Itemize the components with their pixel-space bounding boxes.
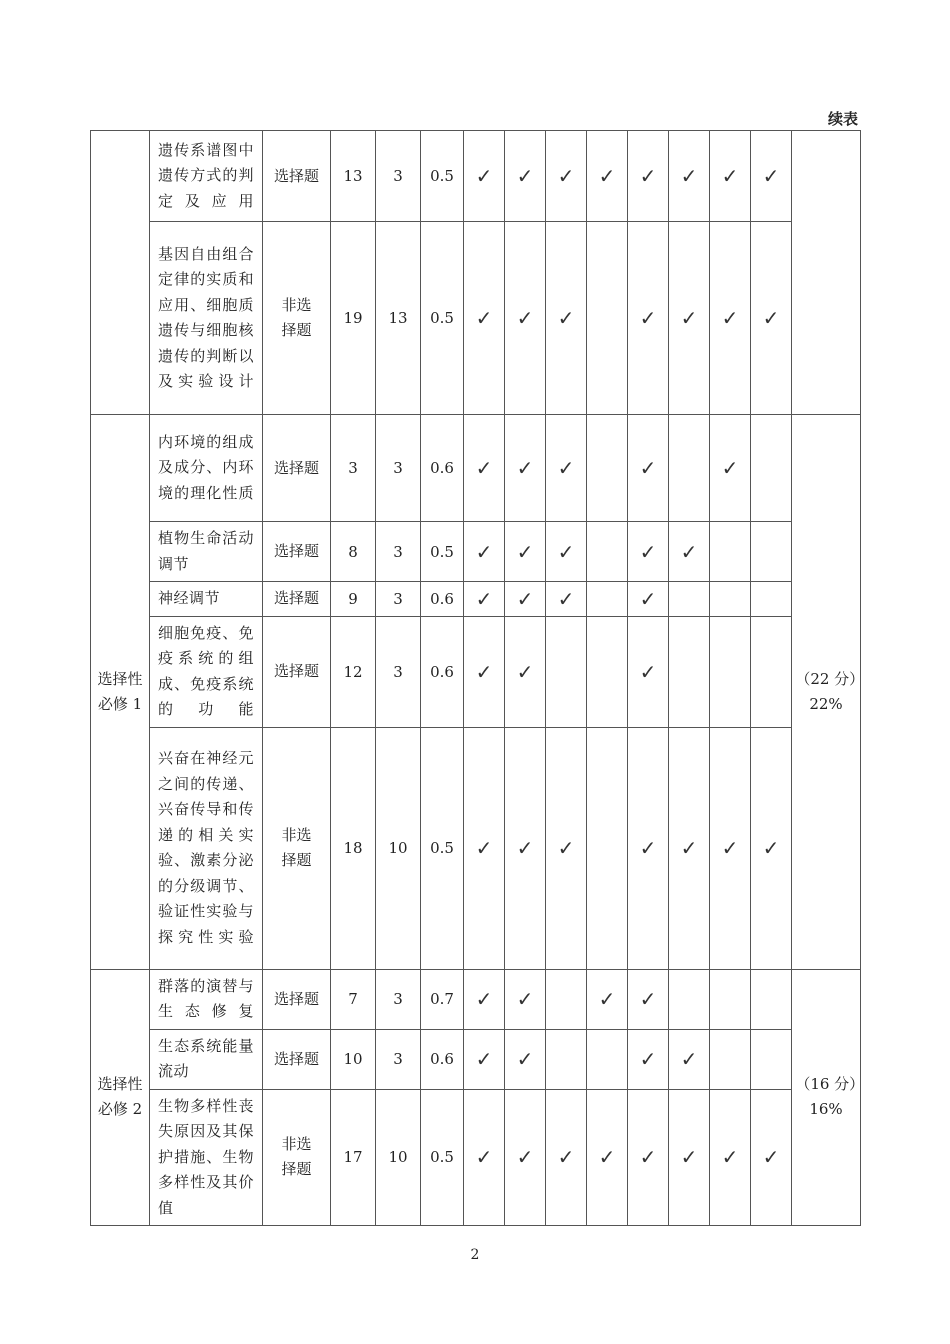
check-mark-icon: ✓ xyxy=(639,456,657,480)
check-mark-icon: ✓ xyxy=(475,456,493,480)
topic-cell: 植物生命活动调节 xyxy=(150,522,263,582)
check-mark-icon: ✓ xyxy=(516,306,534,330)
check-mark-icon: ✓ xyxy=(639,539,657,564)
competency-check-cell xyxy=(587,415,628,522)
competency-check-cell xyxy=(628,415,669,522)
table-row xyxy=(91,415,861,522)
competency-check-cell xyxy=(628,969,669,1029)
competency-check-cell xyxy=(710,727,751,969)
competency-check-cell xyxy=(669,522,710,582)
check-mark-icon: ✓ xyxy=(598,987,616,1011)
competency-check-cell xyxy=(751,415,792,522)
check-mark-icon: ✓ xyxy=(516,1145,534,1170)
competency-check-cell xyxy=(669,222,710,415)
check-mark-icon: ✓ xyxy=(680,1047,698,1071)
check-mark-icon: ✓ xyxy=(721,164,739,188)
difficulty-cell: 0.5 xyxy=(421,727,464,969)
check-mark-icon: ✓ xyxy=(680,164,698,188)
competency-check-cell xyxy=(710,969,751,1029)
score-share-cell: （16 分）16% xyxy=(792,969,861,1226)
competency-check-cell xyxy=(751,969,792,1029)
competency-check-cell xyxy=(710,522,751,582)
competency-check-cell xyxy=(546,727,587,969)
check-mark-icon: ✓ xyxy=(762,306,780,330)
competency-check-cell xyxy=(587,522,628,582)
difficulty-cell: 0.5 xyxy=(421,222,464,415)
check-mark-icon: ✓ xyxy=(475,659,493,684)
topic-cell: 生态系统能量流动 xyxy=(150,1029,263,1089)
score-cell: 3 xyxy=(376,522,421,582)
competency-check-cell xyxy=(710,582,751,617)
table-row xyxy=(91,1029,861,1089)
table-row xyxy=(91,131,861,222)
check-mark-icon: ✓ xyxy=(516,836,534,860)
competency-check-cell xyxy=(546,522,587,582)
competency-check-cell xyxy=(669,969,710,1029)
competency-check-cell xyxy=(505,616,546,727)
topic-cell: 生物多样性丧失原因及其保护措施、生物多样性及其价值 xyxy=(150,1089,263,1226)
check-mark-icon: ✓ xyxy=(557,306,575,330)
question-type-label: 非选择题 xyxy=(281,296,312,339)
check-mark-icon: ✓ xyxy=(721,836,739,860)
score-cell: 3 xyxy=(376,415,421,522)
difficulty-cell: 0.6 xyxy=(421,616,464,727)
competency-check-cell xyxy=(751,1029,792,1089)
check-mark-icon: ✓ xyxy=(762,836,780,860)
question-number-cell: 12 xyxy=(331,616,376,727)
competency-check-cell xyxy=(546,415,587,522)
check-mark-icon: ✓ xyxy=(475,539,493,564)
competency-check-cell xyxy=(464,1089,505,1226)
check-mark-icon: ✓ xyxy=(516,987,534,1011)
topic-cell: 基因自由组合定律的实质和应用、细胞质遗传与细胞核遗传的判断以及实验设计 xyxy=(150,222,263,415)
competency-check-cell xyxy=(710,415,751,522)
check-mark-icon: ✓ xyxy=(516,659,534,684)
competency-check-cell xyxy=(464,131,505,222)
check-mark-icon: ✓ xyxy=(516,586,534,611)
check-mark-icon: ✓ xyxy=(721,306,739,330)
question-number-cell: 8 xyxy=(331,522,376,582)
check-mark-icon: ✓ xyxy=(680,539,698,564)
competency-check-cell xyxy=(710,1029,751,1089)
continued-label: 续表 xyxy=(827,110,858,128)
competency-check-cell xyxy=(505,969,546,1029)
check-mark-icon: ✓ xyxy=(557,456,575,480)
competency-check-cell xyxy=(751,582,792,617)
competency-check-cell xyxy=(505,727,546,969)
question-number-cell: 7 xyxy=(331,969,376,1029)
check-mark-icon: ✓ xyxy=(557,539,575,564)
competency-check-cell xyxy=(464,1029,505,1089)
table-row xyxy=(91,969,861,1029)
topic-cell: 细胞免疫、免疫系统的组成、免疫系统的功能 xyxy=(150,616,263,727)
check-mark-icon: ✓ xyxy=(475,1145,493,1170)
competency-check-cell xyxy=(587,222,628,415)
check-mark-icon: ✓ xyxy=(475,164,493,188)
question-number-cell: 18 xyxy=(331,727,376,969)
competency-check-cell xyxy=(587,969,628,1029)
module-cell xyxy=(91,131,150,415)
competency-check-cell xyxy=(464,415,505,522)
check-mark-icon: ✓ xyxy=(639,836,657,860)
competency-check-cell xyxy=(546,616,587,727)
competency-check-cell xyxy=(628,522,669,582)
competency-check-cell xyxy=(546,222,587,415)
question-type-label: 选择题 xyxy=(273,989,319,1008)
competency-check-cell xyxy=(464,222,505,415)
question-type-label: 选择题 xyxy=(273,458,319,477)
check-mark-icon: ✓ xyxy=(516,539,534,564)
check-mark-icon: ✓ xyxy=(721,1145,739,1170)
topic-cell: 群落的演替与生态修复 xyxy=(150,969,263,1029)
score-cell: 3 xyxy=(376,616,421,727)
competency-check-cell xyxy=(546,1089,587,1226)
check-mark-icon: ✓ xyxy=(516,456,534,480)
table-row xyxy=(91,727,861,969)
competency-check-cell xyxy=(505,131,546,222)
page-number: 2 xyxy=(470,1247,480,1263)
question-type-cell xyxy=(263,522,331,582)
competency-check-cell xyxy=(464,727,505,969)
competency-check-cell xyxy=(628,1089,669,1226)
competency-check-cell xyxy=(587,727,628,969)
competency-check-cell xyxy=(710,1089,751,1226)
competency-check-cell xyxy=(669,1029,710,1089)
check-mark-icon: ✓ xyxy=(475,836,493,860)
competency-check-cell xyxy=(669,582,710,617)
score-cell: 3 xyxy=(376,131,421,222)
check-mark-icon: ✓ xyxy=(516,164,534,188)
question-number-cell: 10 xyxy=(331,1029,376,1089)
question-type-cell xyxy=(263,222,331,415)
competency-check-cell xyxy=(505,582,546,617)
question-type-label: 选择题 xyxy=(273,662,319,680)
topic-cell: 兴奋在神经元之间的传递、兴奋传导和传递的相关实验、激素分泌的分级调节、验证性实验与探究性实验 xyxy=(150,727,263,969)
competency-check-cell xyxy=(751,1089,792,1226)
question-type-cell xyxy=(263,1089,331,1226)
question-type-cell xyxy=(263,1029,331,1089)
check-mark-icon: ✓ xyxy=(680,306,698,330)
check-mark-icon: ✓ xyxy=(516,1047,534,1071)
competency-check-cell xyxy=(587,1089,628,1226)
question-number-cell: 13 xyxy=(331,131,376,222)
module-cell: 选择性必修 2 xyxy=(91,969,150,1226)
table-row xyxy=(91,1089,861,1226)
score-cell: 10 xyxy=(376,727,421,969)
check-mark-icon: ✓ xyxy=(639,306,657,330)
question-type-cell xyxy=(263,131,331,222)
competency-check-cell xyxy=(505,222,546,415)
competency-check-cell xyxy=(628,1029,669,1089)
competency-check-cell xyxy=(464,969,505,1029)
competency-check-cell xyxy=(505,522,546,582)
table-row xyxy=(91,222,861,415)
check-mark-icon: ✓ xyxy=(762,164,780,188)
competency-check-cell xyxy=(669,616,710,727)
question-type-label: 选择题 xyxy=(273,166,319,185)
difficulty-cell: 0.5 xyxy=(421,522,464,582)
competency-check-cell xyxy=(628,616,669,727)
question-type-cell xyxy=(263,582,331,617)
competency-check-cell xyxy=(710,222,751,415)
question-number-cell: 17 xyxy=(331,1089,376,1226)
question-type-label: 非选择题 xyxy=(281,1135,312,1179)
competency-check-cell xyxy=(546,969,587,1029)
table-row xyxy=(91,522,861,582)
competency-check-cell xyxy=(669,415,710,522)
competency-check-cell xyxy=(751,131,792,222)
check-mark-icon: ✓ xyxy=(475,586,493,611)
check-mark-icon: ✓ xyxy=(475,1047,493,1071)
table-body xyxy=(91,131,861,1226)
competency-check-cell xyxy=(751,222,792,415)
score-cell: 13 xyxy=(376,222,421,415)
competency-check-cell xyxy=(464,616,505,727)
check-mark-icon: ✓ xyxy=(639,1047,657,1071)
check-mark-icon: ✓ xyxy=(639,1145,657,1170)
question-type-label: 选择题 xyxy=(273,589,319,608)
competency-check-cell xyxy=(505,415,546,522)
competency-check-cell xyxy=(751,727,792,969)
check-mark-icon: ✓ xyxy=(557,586,575,611)
table-row xyxy=(91,582,861,617)
topic-cell: 遗传系谱图中遗传方式的判定及应用 xyxy=(150,131,263,222)
competency-check-cell xyxy=(546,131,587,222)
check-mark-icon: ✓ xyxy=(721,456,739,480)
check-mark-icon: ✓ xyxy=(762,1145,780,1170)
question-number-cell: 19 xyxy=(331,222,376,415)
check-mark-icon: ✓ xyxy=(598,1145,616,1170)
competency-check-cell xyxy=(587,616,628,727)
difficulty-cell: 0.5 xyxy=(421,131,464,222)
score-cell: 3 xyxy=(376,582,421,617)
check-mark-icon: ✓ xyxy=(639,586,657,611)
topic-cell: 内环境的组成及成分、内环境的理化性质 xyxy=(150,415,263,522)
check-mark-icon: ✓ xyxy=(475,987,493,1011)
competency-check-cell xyxy=(505,1029,546,1089)
question-type-cell xyxy=(263,616,331,727)
competency-check-cell xyxy=(628,222,669,415)
check-mark-icon: ✓ xyxy=(557,1145,575,1170)
check-mark-icon: ✓ xyxy=(598,164,616,188)
difficulty-cell: 0.6 xyxy=(421,1029,464,1089)
competency-check-cell xyxy=(587,582,628,617)
competency-check-cell xyxy=(587,131,628,222)
table-row xyxy=(91,616,861,727)
check-mark-icon: ✓ xyxy=(557,836,575,860)
score-cell: 3 xyxy=(376,1029,421,1089)
competency-check-cell xyxy=(751,522,792,582)
score-share-cell: （22 分）22% xyxy=(792,415,861,970)
competency-check-cell xyxy=(464,522,505,582)
difficulty-cell: 0.6 xyxy=(421,415,464,522)
question-type-label: 非选择题 xyxy=(281,826,312,869)
competency-check-cell xyxy=(546,1029,587,1089)
check-mark-icon: ✓ xyxy=(475,306,493,330)
module-cell: 选择性必修 1 xyxy=(91,415,150,970)
question-type-cell xyxy=(263,415,331,522)
difficulty-cell: 0.5 xyxy=(421,1089,464,1226)
check-mark-icon: ✓ xyxy=(680,836,698,860)
difficulty-cell: 0.6 xyxy=(421,582,464,617)
competency-check-cell xyxy=(587,1029,628,1089)
competency-check-cell xyxy=(505,1089,546,1226)
topic-cell: 神经调节 xyxy=(150,582,263,617)
score-cell: 10 xyxy=(376,1089,421,1226)
competency-check-cell xyxy=(710,616,751,727)
exam-analysis-table xyxy=(90,130,861,1226)
question-type-label: 选择题 xyxy=(273,542,319,560)
question-number-cell: 9 xyxy=(331,582,376,617)
check-mark-icon: ✓ xyxy=(639,987,657,1011)
competency-check-cell xyxy=(628,582,669,617)
check-mark-icon: ✓ xyxy=(680,1145,698,1170)
score-cell: 3 xyxy=(376,969,421,1029)
competency-check-cell xyxy=(628,131,669,222)
competency-check-cell xyxy=(710,131,751,222)
question-type-cell xyxy=(263,727,331,969)
competency-check-cell xyxy=(669,1089,710,1226)
competency-check-cell xyxy=(751,616,792,727)
question-number-cell: 3 xyxy=(331,415,376,522)
check-mark-icon: ✓ xyxy=(557,164,575,188)
competency-check-cell xyxy=(628,727,669,969)
check-mark-icon: ✓ xyxy=(639,659,657,684)
difficulty-cell: 0.7 xyxy=(421,969,464,1029)
competency-check-cell xyxy=(546,582,587,617)
competency-check-cell xyxy=(669,727,710,969)
check-mark-icon: ✓ xyxy=(639,164,657,188)
question-type-label: 选择题 xyxy=(273,1049,319,1068)
competency-check-cell xyxy=(669,131,710,222)
score-share-cell xyxy=(792,131,861,415)
competency-check-cell xyxy=(464,582,505,617)
question-type-cell xyxy=(263,969,331,1029)
